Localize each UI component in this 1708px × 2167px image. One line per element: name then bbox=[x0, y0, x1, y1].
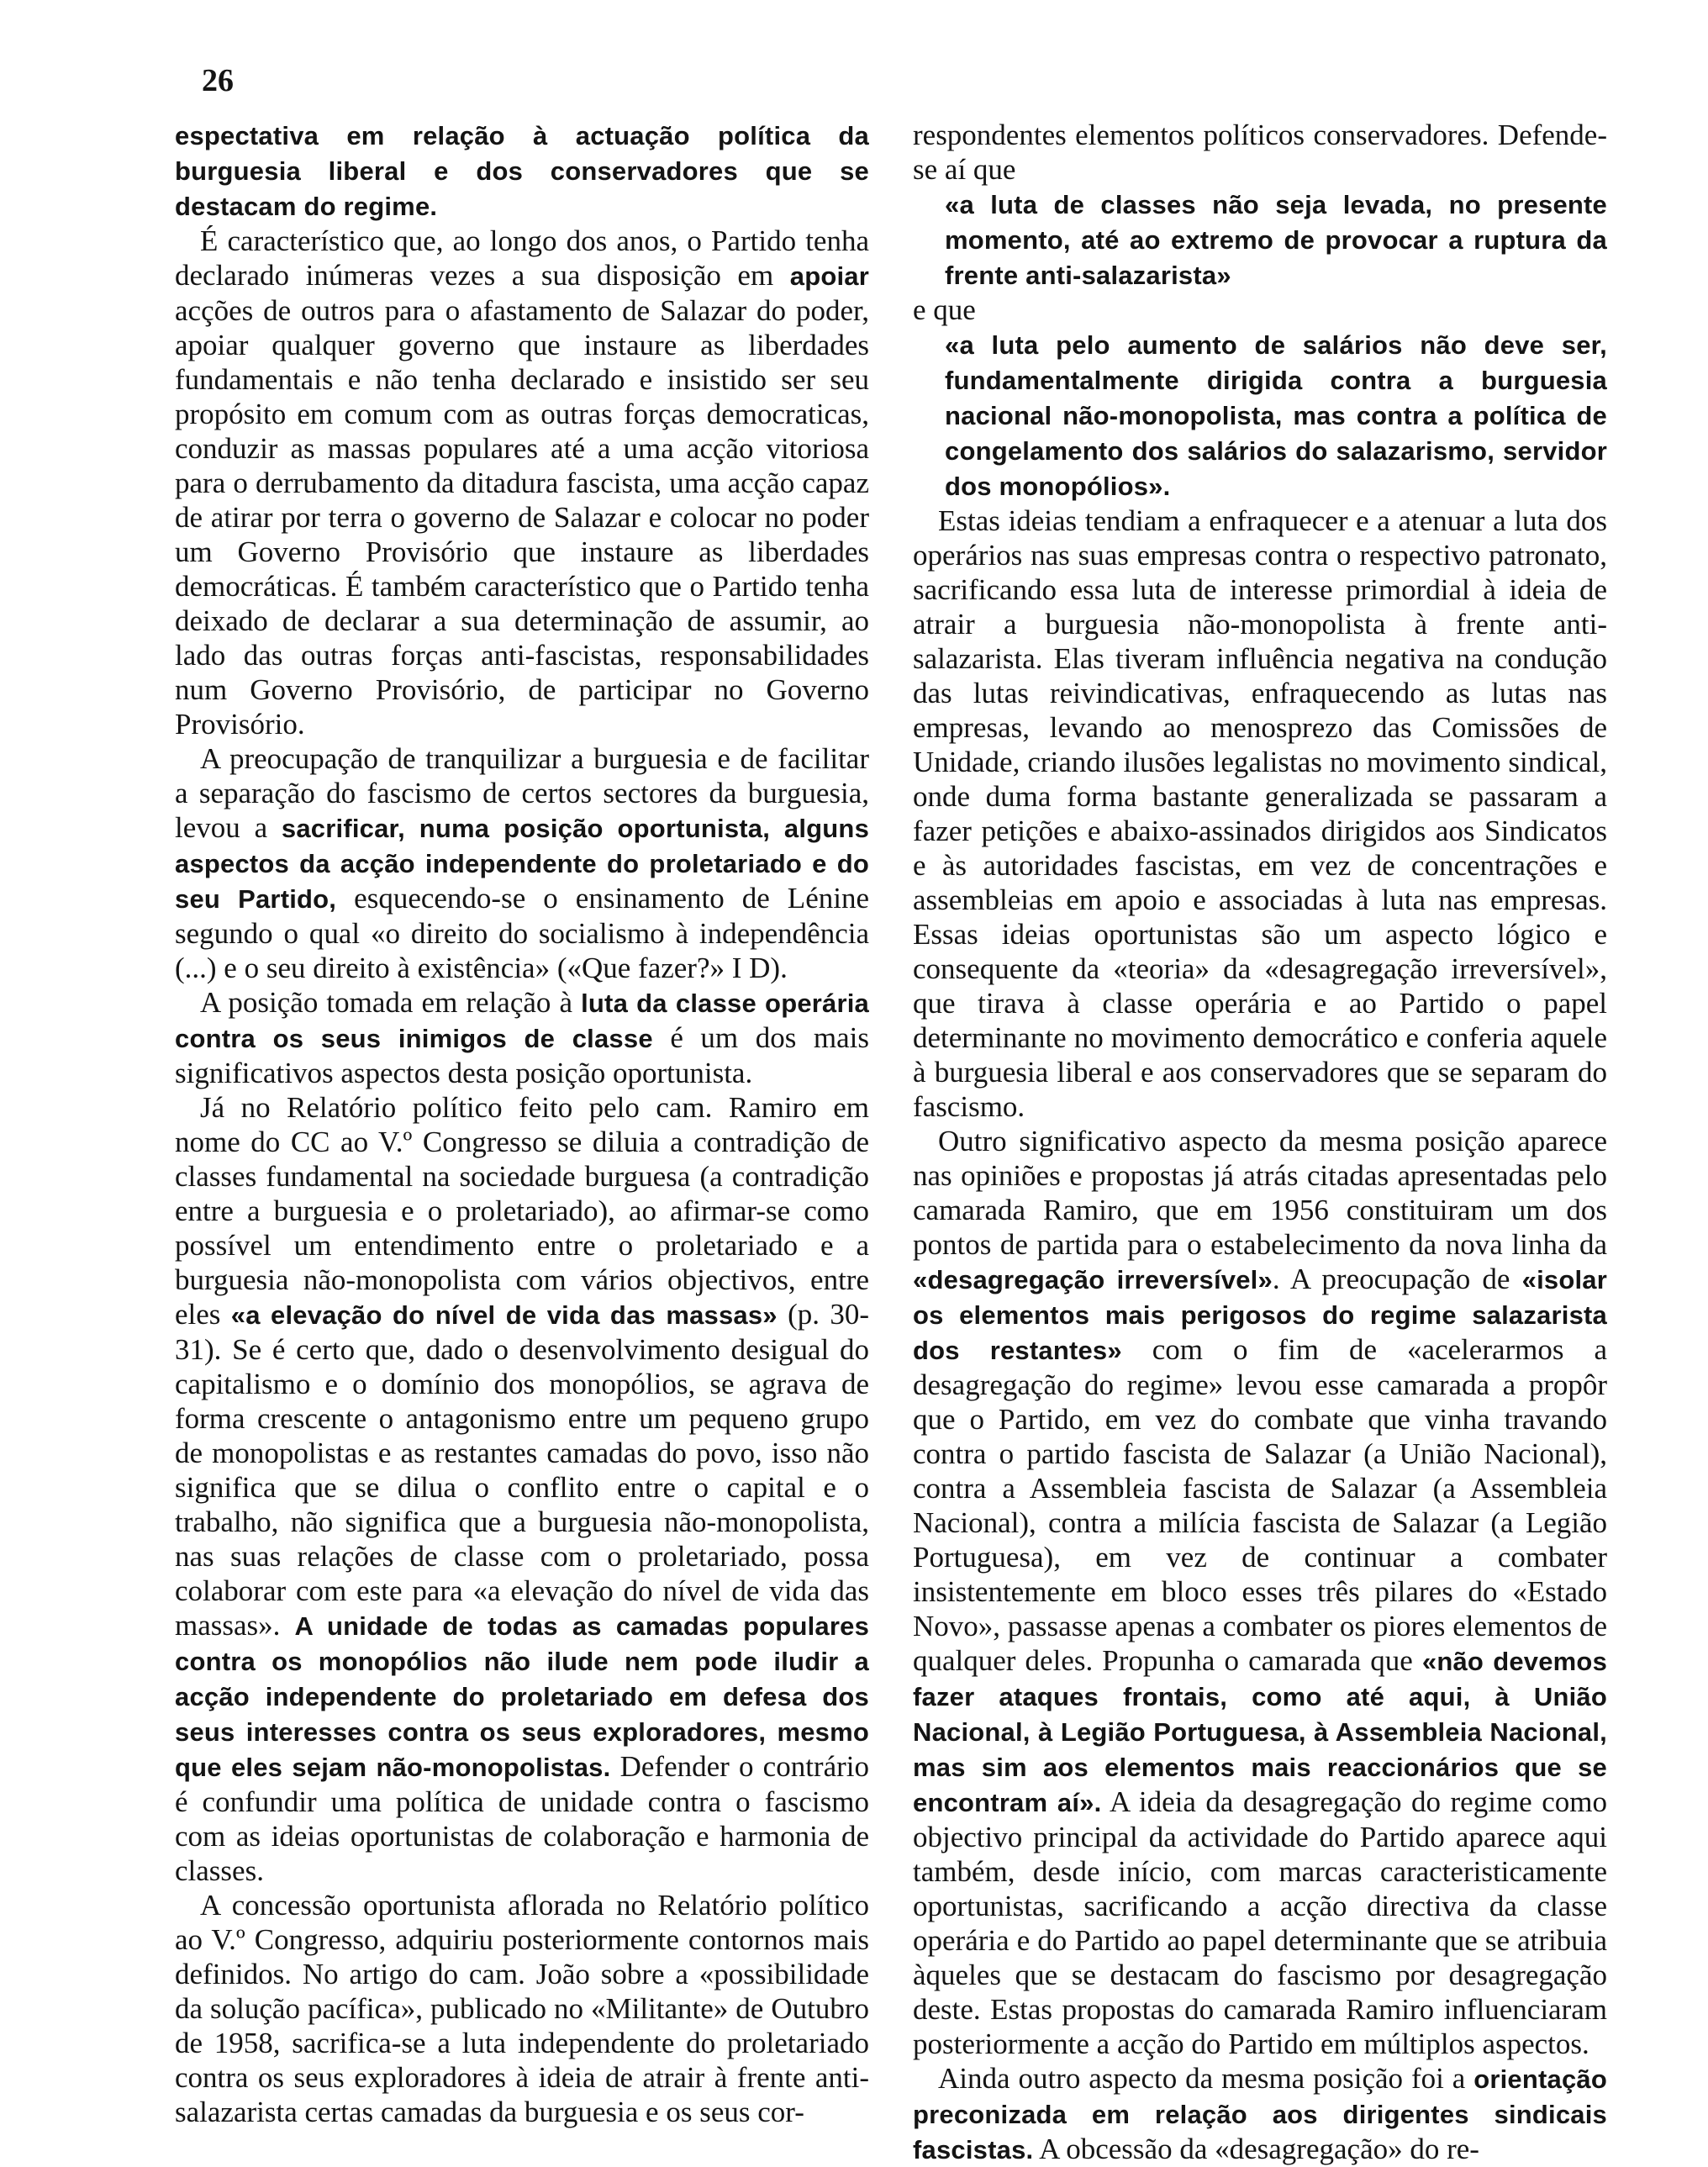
bold-text: «a elevação do nível de vida das massas» bbox=[230, 1300, 778, 1330]
paragraph: Estas ideias tendiam a enfraquecer e a atenuar a luta dos operários nas suas empresas contra o respectivo patronato, sacrificando essa luta de interesse primordial à ideia de atrair a burguesia não-monopolista à frente anti-salazarista. Elas tiveram influência negativa na condução das lutas reivindicativas, enfraquecendo as lutas nas empresas, levando ao menosprezo das Comissões de Unidade, criando ilusões legalistas no movimento sindical, onde duma forma bastante generalizada se passaram a fazer petições e abaixo-assinados dirigidos aos Sindicatos e às autoridades fascistas, em vez de concentrações e assembleias em apoio e associadas à luta nas empresas. Essas ideias oportunistas são um aspecto lógico e consequente da «teoria» da «desagregação irreversível», que tirava à classe operária e ao Partido o papel determinante no movimento democrático e conferia aquele à burguesia liberal e aos conservadores que se separam do fascismo. bbox=[913, 504, 1607, 1123]
bold-text: luta da classe operária contra os seus inimigos de classe bbox=[175, 989, 869, 1053]
paragraph: A preocupação de tranquilizar a burguesia e de facilitar a separação do fascismo de certos sectores da burguesia, levou a sacrificar, numa posição oportunista, alguns aspectos da acção independente do proletariado e do seu Partido, esquecendo-se o ensinamento de Lénine segundo o qual «o direito do socialismo à independência (...) e o seu direito à existência» («Que fazer?» I D). bbox=[175, 742, 870, 984]
paragraph: Ainda outro aspecto da mesma posição foi a orientação preconizada em relação aos dirigentes sindicais fascistas. A obcessão da «desagregação» do re- bbox=[913, 2062, 1607, 2165]
paragraph bbox=[175, 118, 869, 224]
left-column bbox=[175, 118, 869, 2129]
paragraph: Já no Relatório político feito pelo cam. Ramiro em nome do CC ao V.º Congresso se diluia a contradição de classes fundamental na sociedade burguesa (a contradição entre a burguesia e o proletariado), ao afirmar-se como possível um entendimento entre o proletariado e a burguesia não-monopolista com vários objectivos, entre eles «a elevação do nível de vida das massas» (p. 30-31). Se é certo que, dado o desenvolvimento desigual do capitalismo e o domínio dos monopólios, se agrava de forma crescente o antagonismo entre um pequeno grupo de monopolistas e as restantes camadas do povo, isso não significa que se dilua o conflito entre o capital e o trabalho, não significa que a burguesia não-monopolista, nas suas relações de classe com o proletariado, possa colaborar com este para «a elevação do nível de vida das massas». A unidade de todas as camadas populares contra os monopólios não ilude nem pode iludir a acção independente do proletariado em defesa dos seus interesses contra os seus exploradores, mesmo que eles sejam não-monopolistas. Defender o contrário é confundir uma política de unidade contra o fascismo com as ideias oportunistas de colaboração e harmonia de classes. bbox=[175, 1091, 870, 1887]
bold-text: «a luta de classes não seja levada, no presente momento, até ao extremo de provocar a ruptura da frente anti-salazarista» bbox=[945, 190, 1607, 290]
bold-text: A unidade de todas as camadas populares contra os monopólios não ilude nem pode iludir a acção independente do proletariado em defesa dos seus interesses contra os seus exploradores, mesmo que eles sejam não-monopolistas. bbox=[175, 1611, 870, 1782]
bold-text: «isolar os elementos mais perigosos do regime salazarista dos restantes» bbox=[913, 1265, 1607, 1365]
paragraph: respondentes elementos políticos conservadores. Defende-se aí que bbox=[913, 119, 1607, 186]
bold-text: orientação preconizada em relação aos dirigentes sindicais fascistas. bbox=[913, 2064, 1607, 2164]
bold-text: apoiar bbox=[789, 261, 869, 291]
right-column bbox=[913, 118, 1607, 2167]
block-quote bbox=[913, 327, 1607, 504]
bold-text: espectativa em relação à actuação política da burguesia liberal e dos conservadores que se destacam do regime. bbox=[175, 121, 869, 221]
paragraph: Outro significativo aspecto da mesma posição aparece nas opiniões e propostas já atrás citadas apresentadas pelo camarada Ramiro, que em 1956 constituiram um dos pontos de partida para o estabelecimento da nova linha da «desagregação irreversível». A preocupação de «isolar os elementos mais perigosos do regime salazarista dos restantes» com o fim de «acelerarmos a desagregação do regime» levou esse camarada a propôr que o Partido, em vez do combate que vinha travando contra o partido fascista de Salazar (a União Nacional), contra a Assembleia fascista de Salazar (a Assembleia Nacional), contra a milícia fascista de Salazar (a Legião Portuguesa), em vez de continuar a combater insistentemente em bloco esses três pilares do «Estado Novo», passasse apenas a combater os piores elementos de qualquer deles. Propunha o camarada que «não devemos fazer ataques frontais, como até aqui, à União Nacional, à Legião Portuguesa, à Assembleia Nacional, mas sim aos elementos mais reaccionários que se encontram aí». A ideia da desagregação do regime como objectivo principal da actividade do Partido aparece aqui também, desde início, com marcas caracteristicamente oportunistas, sacrificando a acção directiva da classe operária e do Partido ao papel determinante que se atribuia àqueles que se destacam do fascismo por desagregação deste. Estas propostas do camarada Ramiro influenciaram posteriormente a acção do Partido em múltiplos aspectos. bbox=[913, 1125, 1608, 2060]
bold-text: «não devemos fazer ataques frontais, como até aqui, à União Nacional, à Legião Portuguesa, à Assembleia Nacional, mas sim aos elementos mais reaccionários que se encontram aí». bbox=[913, 1647, 1608, 1817]
bold-text: «a luta pelo aumento de salários não deve ser, fundamentalmente dirigida contra a burguesia nacional não-monopolista, mas contra a política de congelamento dos salários do salazarismo, servidor dos monopólios». bbox=[945, 330, 1607, 501]
paragraph: e que bbox=[913, 293, 976, 326]
paragraph: A posição tomada em relação à luta da classe operária contra os seus inimigos de classe é um dos mais significativos aspectos desta posição oportunista. bbox=[175, 986, 870, 1089]
block-quote bbox=[913, 187, 1607, 293]
page-number: 26 bbox=[202, 63, 234, 98]
paragraph: A concessão oportunista aflorada no Relatório político ao V.º Congresso, adquiriu posteriormente contornos mais definidos. No artigo do cam. João sobre a «possibilidade da solução pacífica», publicado no «Militante» de Outubro de 1958, sacrifica-se a luta independente do proletariado contra os seus exploradores à ideia de atrair à frente anti-salazarista certas camadas da burguesia e os seus cor- bbox=[175, 1889, 869, 2128]
bold-text: sacrificar, numa posição oportunista, alguns aspectos da acção independente do proletariado e do seu Partido, bbox=[175, 814, 870, 914]
bold-text: «desagregação irreversível» bbox=[913, 1265, 1273, 1294]
paragraph: É característico que, ao longo dos anos, o Partido tenha declarado inúmeras vezes a sua disposição em apoiar acções de outros para o afastamento de Salazar do poder, apoiar qualquer governo que instaure as liberdades fundamentais e não tenha declarado e insistido ser seu propósito em comum com as outras forças democraticas, conduzir as massas populares até a uma acção vitoriosa para o derrubamento da ditadura fascista, uma acção capaz de atirar por terra o governo de Salazar e colocar no poder um Governo Provisório que instaure as liberdades democráticas. É também característico que o Partido tenha deixado de declarar a sua determinação de assumir, ao lado das outras forças anti-fascistas, responsabilidades num Governo Provisório, de participar no Governo Provisório. bbox=[175, 224, 869, 741]
